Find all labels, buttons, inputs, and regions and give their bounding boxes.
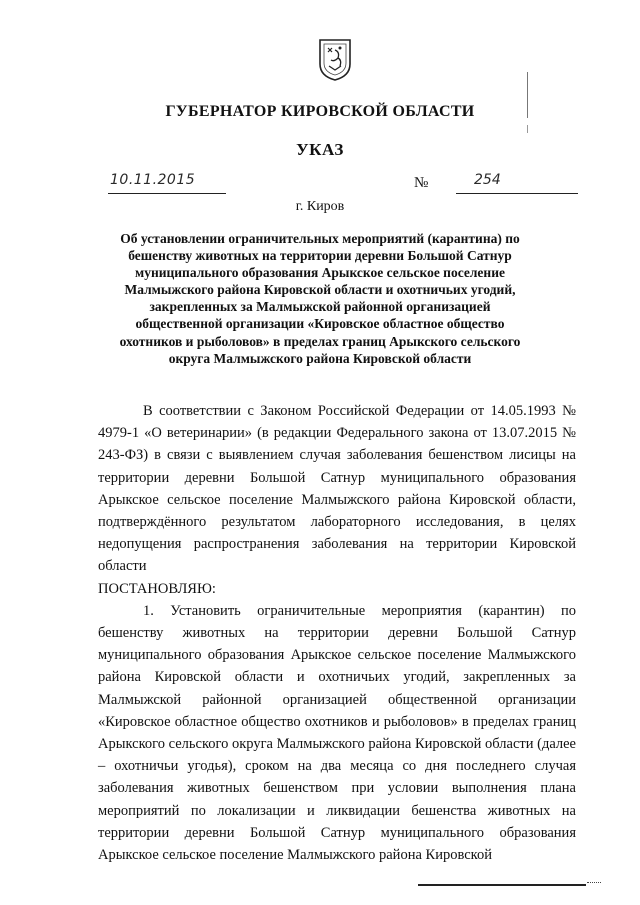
footer-line [418,884,586,886]
number-field [414,172,578,196]
city-line: г. Киров [295,199,345,214]
decree-body [98,400,576,866]
preamble-paragraph: В соответствии с Законом Российской Федерации от 14.05.1993 № 4979-1 «О ветеринарии» (в редакции Федерального закона от 13.07.2015 № 243-ФЗ) в связи с выявлением случая заболевания бешенством лисицы на территории деревни Большой Сатнур муниципального образования Арыкское сельское поселение Малмыжского района Кировской области, подтверждённого результатом лабораторного исследования, в целях недопущения распространения заболевания на территории Кировской области [98,403,576,575]
number-sign: № [414,175,429,191]
footer-dots [587,882,601,885]
date-field [108,172,226,196]
handwritten-date: 10.11.2015 [110,172,196,188]
coat-of-arms-icon [318,38,352,82]
issuer-title: ГУБЕРНАТОР КИРОВСКОЙ ОБЛАСТИ [165,103,475,120]
decree-word: ПОСТАНОВЛЯЮ: [98,580,216,597]
document-type: УКАЗ [296,140,344,159]
date-underline [108,193,226,194]
handwritten-number: 254 [474,172,501,188]
number-underline [456,193,578,194]
decree-subject: Об установлении ограничительных мероприятий (карантина) по бешенству животных на территории деревни Большой Сатнур муниципального образования Арыкское сельское поселение Малмыжского района Кировской области и охотничьих угодий, закрепленных за Малмыжской районной организацией общественной организации «Кировское областное общество охотников и рыболовов» в пределах границ Арыкского сельского округа Малмыжского района Кировской области [119,231,521,366]
margin-mark [527,125,528,133]
item-1-paragraph: 1. Установить ограничительные мероприятия (карантин) по бешенству животных на территории деревни Большой Сатнур муниципального образования Арыкское сельское поселение Малмыжского района Кировской области и охотничьих угодий, закрепленных за Малмыжской районной организацией общественной организации «Кировское областное общество охотников и рыболовов» в пределах границ Арыкского сельского округа Малмыжского района Кировской области (далее – охотничьи угодья), сроком на два месяца со дня последнего случая заболевания животных бешенством при условии выполнения плана мероприятий по локализации и ликвидации бешенства животных на территории деревни Большой Сатнур муниципального образования Арыкское сельское поселение Малмыжского района Кировской [98,602,576,864]
